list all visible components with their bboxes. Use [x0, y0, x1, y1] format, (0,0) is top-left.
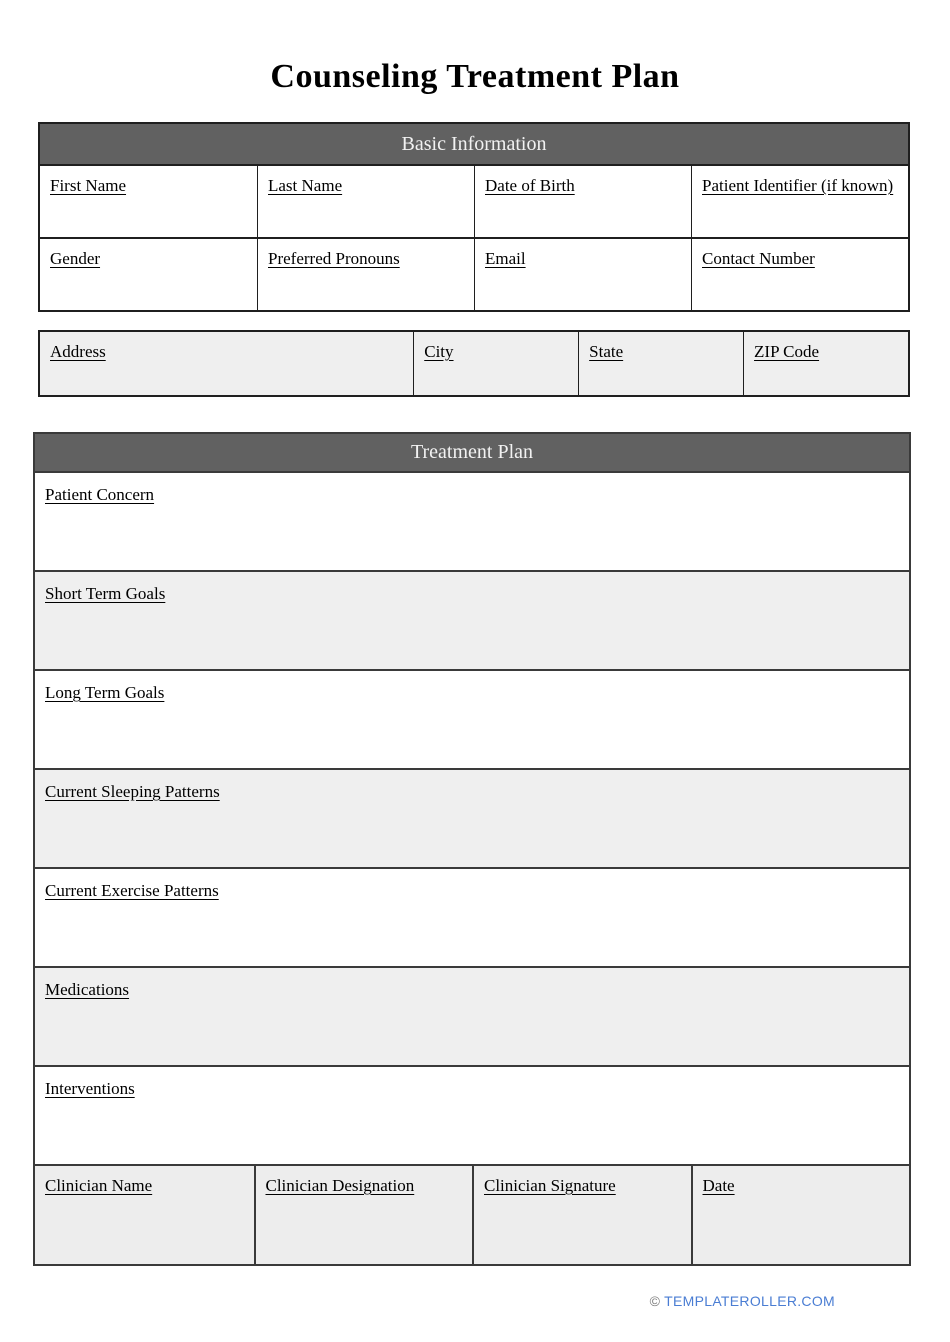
field-label: Email — [485, 249, 526, 268]
field-label: State — [589, 342, 624, 361]
field-clinician-name — [35, 1166, 254, 1264]
treatment-plan-header: Treatment Plan — [35, 434, 909, 471]
field-label: Date — [702, 1176, 735, 1195]
section-label: Patient Concern — [45, 485, 155, 504]
section-interventions — [35, 1065, 909, 1164]
footer — [650, 1293, 835, 1309]
field-zip-code — [743, 332, 908, 395]
section-current-exercise-patterns — [35, 867, 909, 966]
field-clinician-designation — [254, 1166, 473, 1264]
field-patient-identifier — [691, 166, 908, 237]
section-label: Current Exercise Patterns — [45, 881, 219, 900]
basic-info-row-2 — [40, 237, 908, 310]
section-label: Long Term Goals — [45, 683, 165, 702]
templateroller-link[interactable]: TEMPLATEROLLER.COM — [664, 1293, 835, 1309]
basic-info-row-1 — [40, 164, 908, 237]
basic-information-table — [38, 122, 910, 312]
section-label: Medications — [45, 980, 130, 999]
field-address — [40, 332, 413, 395]
page-title: Counseling Treatment Plan — [270, 58, 680, 95]
field-label: First Name — [50, 176, 127, 195]
field-city — [413, 332, 578, 395]
field-label: Clinician Name — [45, 1176, 153, 1195]
section-patient-concern — [35, 471, 909, 570]
field-label: Contact Number — [702, 249, 815, 268]
field-label: Clinician Designation — [265, 1176, 415, 1195]
field-email — [474, 239, 691, 310]
field-date-of-birth — [474, 166, 691, 237]
field-label: City — [424, 342, 454, 361]
field-preferred-pronouns — [257, 239, 474, 310]
section-label: Interventions — [45, 1079, 135, 1098]
field-label: Gender — [50, 249, 101, 268]
field-label: Clinician Signature — [484, 1176, 616, 1195]
address-table — [38, 330, 910, 397]
field-label: Date of Birth — [485, 176, 575, 195]
section-label: Current Sleeping Patterns — [45, 782, 220, 801]
section-medications — [35, 966, 909, 1065]
field-date — [691, 1166, 910, 1264]
treatment-plan-table — [33, 432, 911, 1266]
field-first-name — [40, 166, 257, 237]
field-label: Address — [50, 342, 106, 361]
section-long-term-goals — [35, 669, 909, 768]
field-contact-number — [691, 239, 908, 310]
section-label: Short Term Goals — [45, 584, 166, 603]
field-label: Last Name — [268, 176, 343, 195]
field-label: Patient Identifier (if known) — [702, 176, 894, 195]
field-last-name — [257, 166, 474, 237]
field-label: Preferred Pronouns — [268, 249, 400, 268]
section-current-sleeping-patterns — [35, 768, 909, 867]
section-short-term-goals — [35, 570, 909, 669]
field-state — [578, 332, 743, 395]
basic-information-header: Basic Information — [40, 124, 908, 164]
copyright-symbol: © — [649, 1293, 661, 1309]
field-gender — [40, 239, 257, 310]
field-clinician-signature — [472, 1166, 691, 1264]
field-label: ZIP Code — [754, 342, 820, 361]
clinician-row — [35, 1164, 909, 1264]
